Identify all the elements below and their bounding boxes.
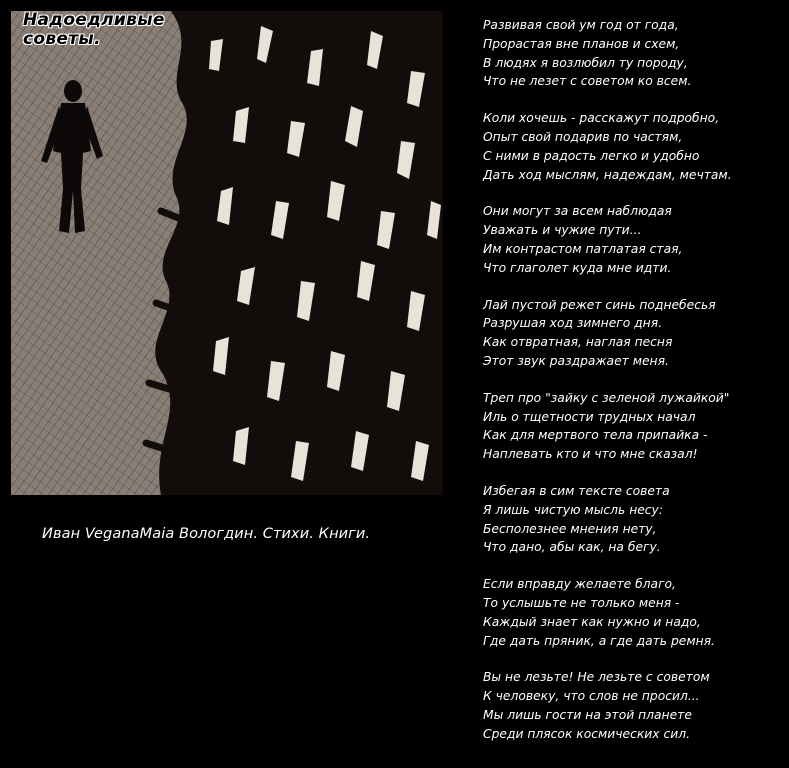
artwork-title-line1: Надоедливые xyxy=(23,11,165,30)
poem-stanza xyxy=(483,575,783,650)
poem-line: Что не лезет с советом ко всем. xyxy=(483,74,692,89)
poem-line: Как отвратная, наглая песня xyxy=(483,335,673,350)
poem-text xyxy=(483,16,783,762)
poem-line: С ними в радость легко и удобно xyxy=(483,148,700,163)
crowd-illustration xyxy=(11,11,443,495)
crowd-mass xyxy=(155,11,443,495)
poem-line: Прорастая вне планов и схем, xyxy=(483,36,680,51)
poem-line: Избегая в сим тексте совета xyxy=(483,483,670,498)
poem-stanza xyxy=(483,296,783,371)
poem-stanza xyxy=(483,16,783,91)
poem-line: Лай пустой режет синь поднебесья xyxy=(483,297,716,312)
poem-line: Вы не лезьте! Не лезьте с советом xyxy=(483,670,710,685)
artwork-illustration xyxy=(11,11,443,495)
poem-line: Что дано, абы как, на бегу. xyxy=(483,540,661,555)
poem-stanza xyxy=(483,109,783,184)
poem-line: Мы лишь гости на этой планете xyxy=(483,707,692,722)
poem-line: Этот звук раздражает меня. xyxy=(483,353,669,368)
poem-line: Где дать пряник, а где дать ремня. xyxy=(483,633,715,648)
poem-line: Им контрастом патлатая стая, xyxy=(483,241,683,256)
poem-line: К человеку, что слов не просил... xyxy=(483,689,700,704)
poem-line: Я лишь чистую мысль несу: xyxy=(483,502,663,517)
poem-line: Они могут за всем наблюдая xyxy=(483,204,672,219)
poem-line: Как для мертвого тела припайка - xyxy=(483,428,708,443)
poem-stanza xyxy=(483,482,783,557)
poem-line: Среди плясок космических сил. xyxy=(483,726,690,741)
poem-line: Развивая свой ум год от года, xyxy=(483,18,679,32)
poem-line: Наплевать кто и что мне сказал! xyxy=(483,447,698,462)
poem-line: Уважать и чужие пути... xyxy=(483,223,642,238)
poem-stanza xyxy=(483,202,783,277)
poem-line: Разрушая ход зимнего дня. xyxy=(483,316,663,331)
author-caption: Иван VeganaMaia Вологдин. Стихи. Книги. xyxy=(42,526,371,542)
poem-line: Иль о тщетности трудных начал xyxy=(483,409,696,424)
poem-line: Что глаголет куда мне идти. xyxy=(483,260,672,275)
poem-line: Треп про "зайку с зеленой лужайкой" xyxy=(483,390,730,405)
poem-line: В людях я возлюбил ту породу, xyxy=(483,55,688,70)
poem-line: Бесполезнее мнения нету, xyxy=(483,521,657,536)
poem-line: Каждый знает как нужно и надо, xyxy=(483,614,701,629)
artwork-title xyxy=(23,11,165,49)
poem-line: Коли хочешь - расскажут подробно, xyxy=(483,111,720,126)
artwork-title-line2: советы. xyxy=(23,29,101,49)
poem-stanza xyxy=(483,389,783,464)
poem-line: Если вправду желаете благо, xyxy=(483,577,676,592)
poem-stanza xyxy=(483,668,783,743)
poem-line: То услышьте не только меня - xyxy=(483,595,680,610)
poem-line: Дать ход мыслям, надеждам, мечтам. xyxy=(483,167,732,182)
poem-line: Опыт свой подарив по частям, xyxy=(483,129,683,144)
